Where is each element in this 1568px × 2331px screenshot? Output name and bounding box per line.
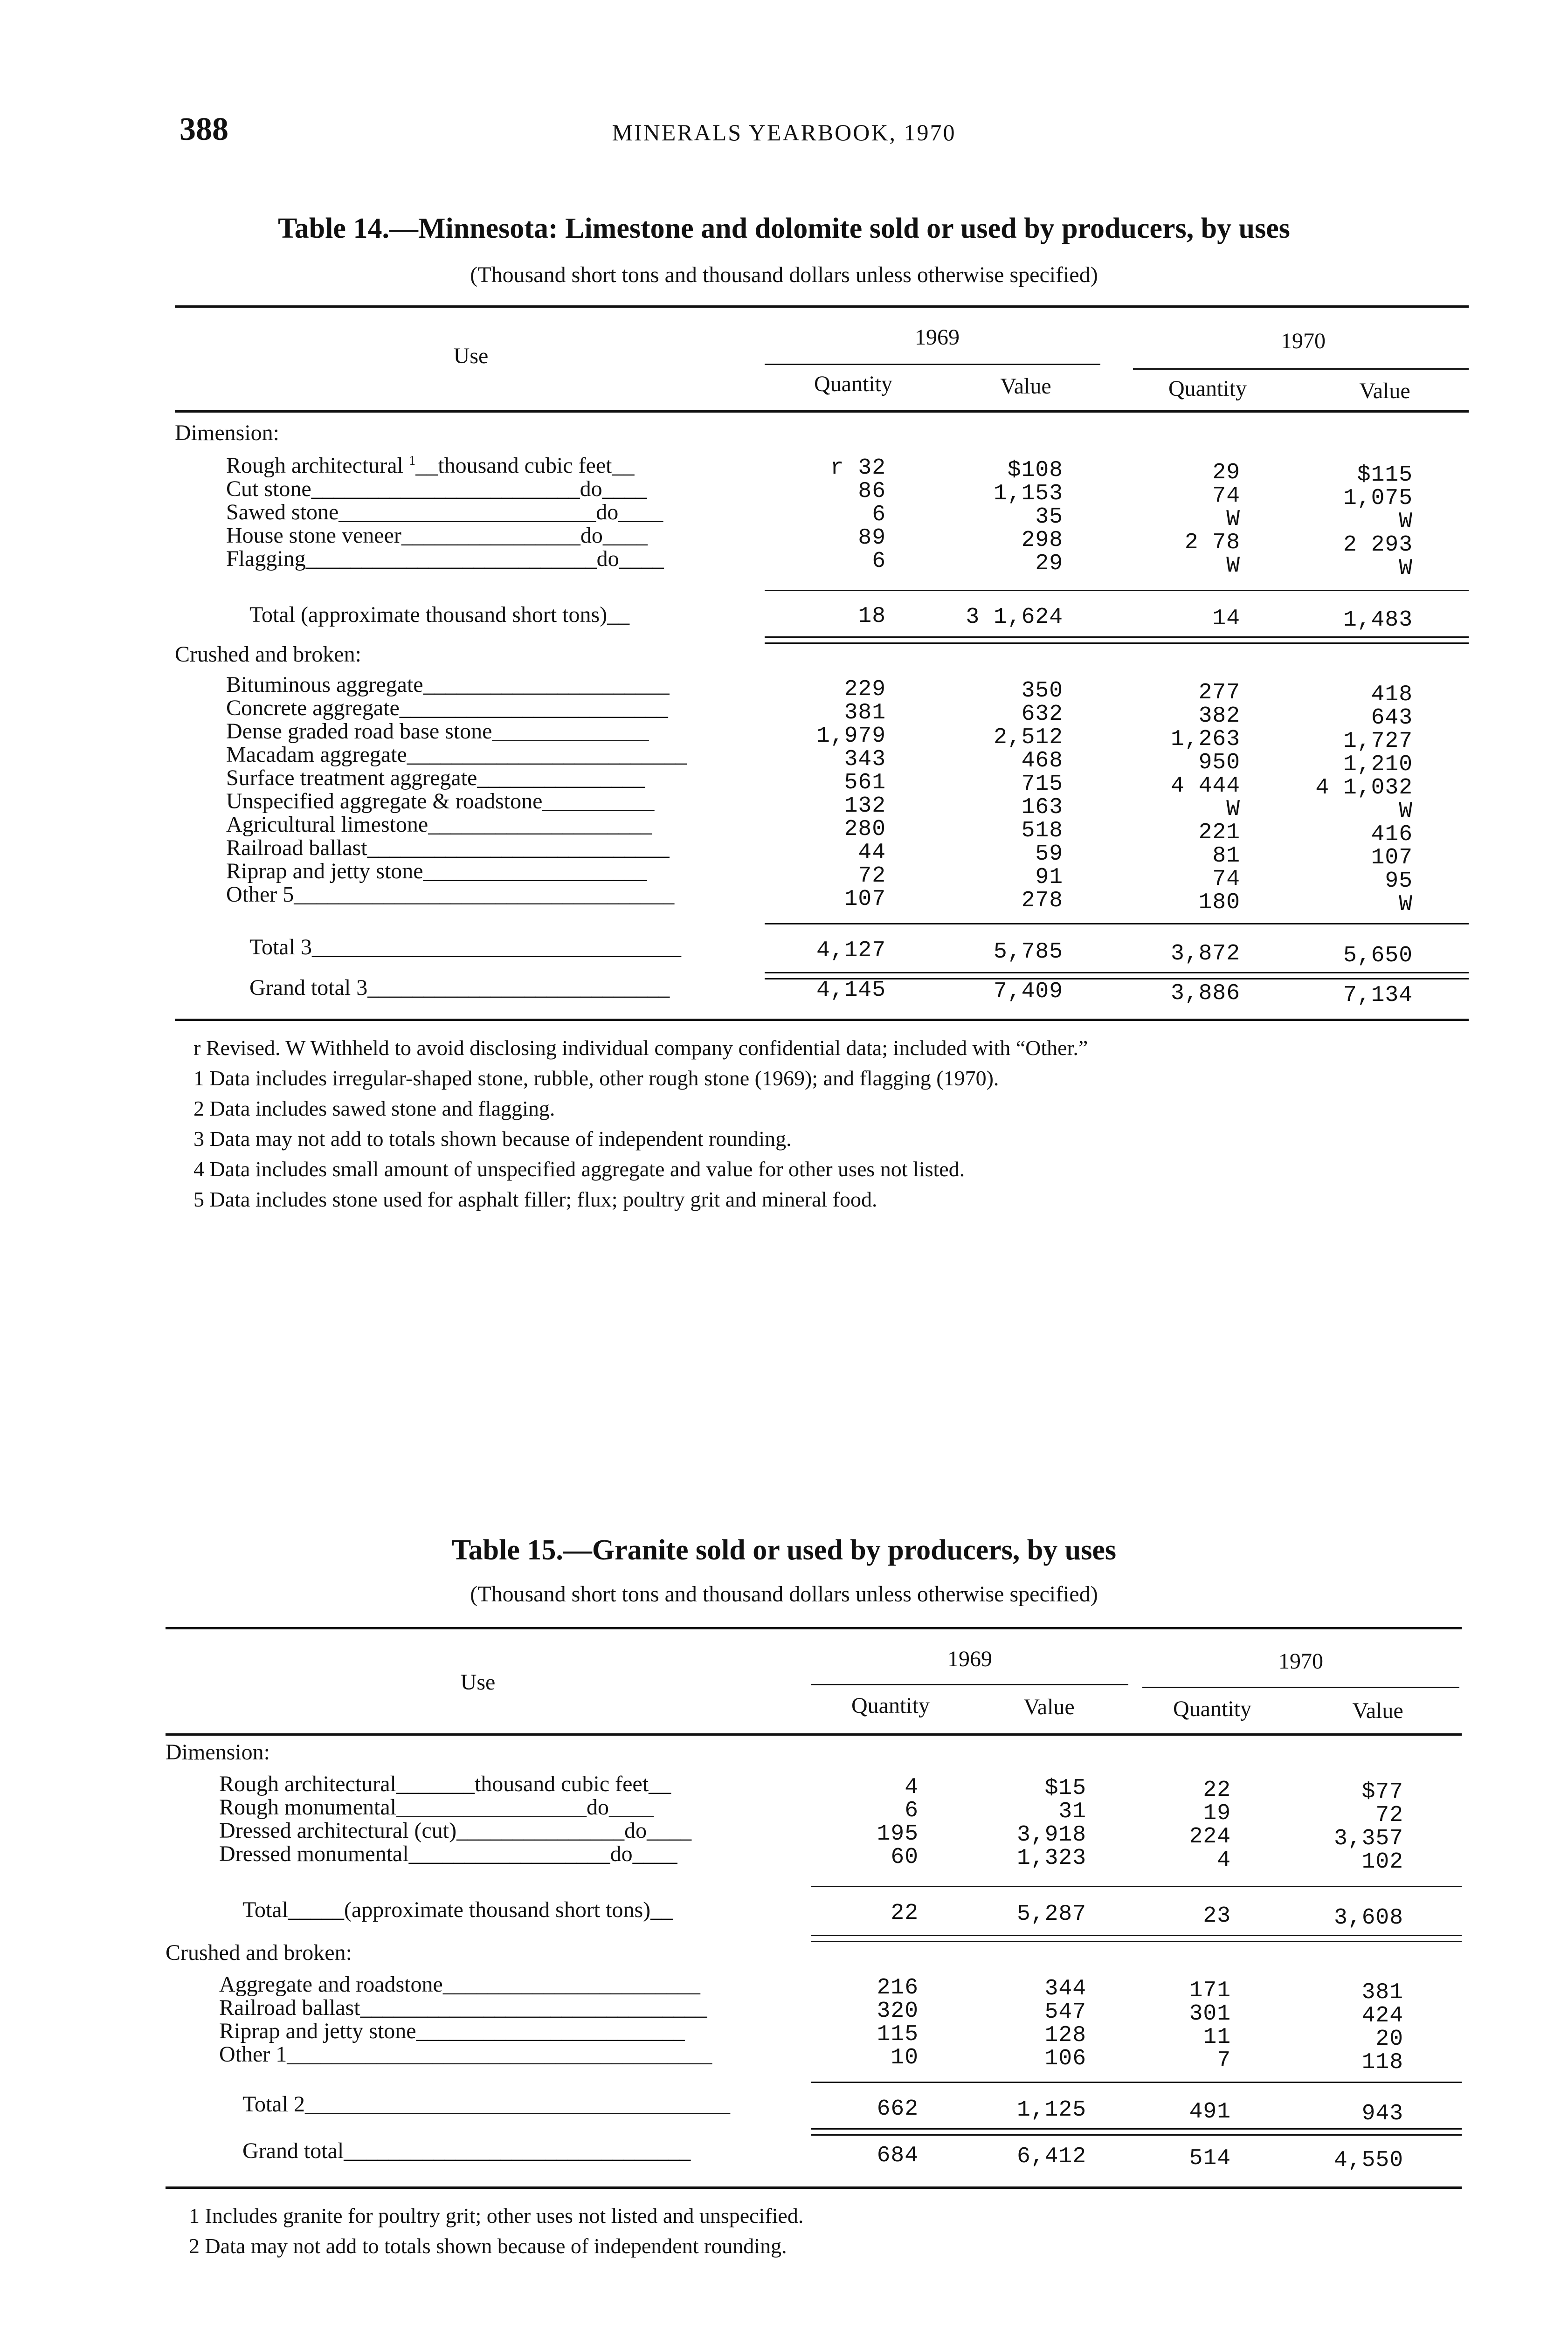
cell-q69: 684 [877,2143,919,2168]
table-15-footnote: 2 Data may not add to totals shown because of independent rounding. [189,2234,787,2258]
table-14-top-rule [175,305,1469,308]
cell-v70: 4 1,032 [1315,775,1413,800]
cell-v69: 298 [1021,528,1063,553]
cell-q69: 4,127 [816,938,886,963]
table-14-header-rule [175,410,1469,413]
leader-dots: _______________ [456,1818,625,1843]
row-label: Dressed monumental [219,1841,409,1866]
row-label: Bituminous aggregate [226,672,423,697]
cell-q69: 662 [877,2097,919,2122]
leader-dots: _________________ [396,1795,587,1820]
cell-q70: 3,886 [1170,981,1240,1006]
row-label: Total 3 [249,935,312,959]
cell-q69: 381 [844,700,886,725]
table-15-dimension-heading: Dimension: [166,1740,270,1765]
table-15-bottom-rule [166,2186,1462,2189]
cell-v69: 1,323 [1016,1846,1086,1871]
row-unit: do [624,1818,647,1843]
table-15-1969-rule [811,1684,1128,1685]
table-14-crushed-heading: Crushed and broken: [175,642,361,667]
cell-v69: 106 [1044,2046,1086,2071]
leader-dots: ______________________________________ [304,2092,730,2117]
leader-dots: ___________________________ [367,975,670,1000]
cell-q69: 6 [905,1798,919,1823]
cell-v70: 95 [1385,869,1413,894]
leader-dots: _______________________ [338,500,596,524]
table-14-year-1969: 1969 [915,325,960,350]
cell-q70: 221 [1198,820,1240,845]
table-14-title: Table 14.—Minnesota: Limestone and dolomite sold or used by producers, by uses [278,213,1290,244]
leader-dots: ______________________ [423,672,670,697]
cell-q70: 2 78 [1184,530,1240,555]
row-label: Grand total 3 [249,975,368,1000]
table-15-crushed-total-rule [811,2082,1462,2083]
row-label: Rough architectural [219,1772,396,1796]
row-label: Unspecified aggregate & roadstone [226,789,543,814]
table-14-qty-1969: Quantity [814,372,892,396]
cell-v70: 943 [1361,2101,1403,2126]
cell-v70: 72 [1375,1803,1403,1828]
table-14-1969-rule [765,364,1100,365]
cell-q70: 22 [1203,1778,1231,1803]
row-unit: thousand cubic feet [474,1772,649,1796]
row-unit: (approximate thousand short tons) [344,1897,651,1922]
cell-q69: 6 [872,549,886,574]
cell-v69: 6,412 [1016,2144,1086,2169]
cell-v69: 2,512 [993,725,1063,750]
cell-v69: 1,153 [993,481,1063,506]
cell-q70: 4 444 [1170,773,1240,799]
cell-q70: 1,263 [1170,727,1240,752]
table-14-footnote: 2 Data includes sawed stone and flagging. [193,1097,555,1120]
leader-dots: __________ [542,789,655,814]
row-label: Riprap and jetty stone [226,859,423,883]
row-label: Riprap and jetty stone [219,2019,416,2043]
row-unit: do [596,500,619,524]
cell-v69: 29 [1035,551,1063,576]
leader-dots: _______________________________ [360,1995,707,2020]
row-label: Dressed architectural (cut) [219,1818,457,1843]
cell-v69: 3 1,624 [966,605,1063,630]
cell-q70: 74 [1212,867,1240,892]
cell-q69: 10 [891,2045,919,2070]
cell-q70: W [1226,797,1240,822]
cell-q70: 19 [1203,1801,1231,1826]
row-label: Total [242,1897,288,1922]
row-label: Grand total [242,2138,344,2163]
leader-dots: _____ [288,1897,344,1922]
cell-q70: 180 [1198,890,1240,915]
leader-dots: ________________________ [416,2019,685,2043]
cell-v69: 35 [1035,504,1063,530]
cell-q70: 491 [1189,2099,1231,2124]
leader-dots: ________________________ [399,696,668,720]
row-label: Concrete aggregate [226,696,400,720]
row-label: Railroad ballast [226,835,367,860]
table-15-crushed-double-rule [811,2128,1462,2136]
leader-dots: ________________________ [311,476,580,501]
table-15-header-rule [166,1733,1462,1736]
cell-q69: 132 [844,793,886,819]
cell-q70: 14 [1212,606,1240,631]
table-15-year-1969: 1969 [947,1647,992,1671]
cell-v70: 102 [1361,1849,1403,1875]
table-14-dimension-heading: Dimension: [175,421,279,445]
cell-q69: 44 [858,840,886,865]
cell-v70: 424 [1361,2003,1403,2028]
row-label: Cut stone [226,476,311,501]
cell-v70: 381 [1361,1980,1403,2005]
cell-v70: 1,483 [1343,607,1413,633]
cell-q69: 86 [858,479,886,504]
cell-v69: 547 [1044,2000,1086,2025]
row-label: Sawed stone [226,500,339,524]
footnote-ref: 1 [408,453,416,468]
cell-v70: 1,727 [1343,729,1413,754]
cell-q70: 224 [1189,1824,1231,1849]
table-14-val-1969: Value [1000,374,1051,399]
row-label: Aggregate and roadstone [219,1972,443,1997]
table-15-qty-1969: Quantity [851,1693,930,1718]
leader-dots: _________________________________ [311,935,681,959]
cell-v70: 643 [1371,705,1413,731]
cell-q69: r 32 [830,455,886,481]
cell-v69: 518 [1021,818,1063,843]
table-15-crushed-heading: Crushed and broken: [166,1940,352,1965]
table-15-subtitle: (Thousand short tons and thousand dollars unless otherwise specified) [470,1582,1098,1607]
row-label: Rough monumental [219,1795,396,1820]
cell-v69: 128 [1044,2023,1086,2048]
cell-v69: 5,287 [1016,1902,1086,1927]
cell-v69: 91 [1035,865,1063,890]
cell-v70: W [1399,556,1413,581]
cell-v70: 3,357 [1333,1826,1403,1851]
cell-q70: W [1226,507,1240,532]
row-unit: thousand cubic feet [438,453,612,478]
cell-q69: 561 [844,770,886,795]
cell-v69: 31 [1058,1799,1086,1824]
table-14-footnote: 3 Data may not add to totals shown because of independent rounding. [193,1127,792,1151]
cell-v69: $15 [1044,1776,1086,1801]
cell-q69: 4 [905,1775,919,1800]
cell-q69: 280 [844,817,886,842]
table-14-dim-total-rule [765,590,1469,591]
table-15-1970-rule [1142,1687,1459,1688]
cell-v70: 118 [1361,2050,1403,2075]
leader-dots: _______ [396,1772,475,1796]
cell-q70: 3,872 [1170,941,1240,966]
cell-v69: 632 [1021,702,1063,727]
leader-dots: __________________ [408,1841,610,1866]
cell-v69: 344 [1044,1976,1086,2001]
table-14-val-1970: Value [1359,379,1410,403]
row-label: Railroad ballast [219,1995,360,2020]
leader-dots: ______________ [492,719,649,744]
table-14-1970-rule [1133,368,1469,370]
row-label: Surface treatment aggregate [226,766,477,790]
row-label: Flagging [226,546,306,571]
cell-q70: W [1226,553,1240,579]
cell-v69: 3,918 [1016,1822,1086,1848]
table-14-bottom-rule [175,1019,1469,1021]
cell-v70: 2 293 [1343,532,1413,558]
cell-v69: 715 [1021,772,1063,797]
cell-v69: 163 [1021,795,1063,820]
table-14-footnote: 5 Data includes stone used for asphalt filler; flux; poultry grit and mineral food. [193,1187,877,1211]
cell-v70: 7,134 [1343,983,1413,1008]
cell-v69: 1,125 [1016,2097,1086,2123]
table-14-footnote: r Revised. W Withheld to avoid disclosing individual company confidential data; included with “Other.” [193,1036,1088,1060]
cell-v69: 468 [1021,748,1063,773]
table-14-footnote: 4 Data includes small amount of unspecified aggregate and value for other uses not listed. [193,1157,965,1181]
cell-q69: 1,979 [816,724,886,749]
row-unit: do [580,523,603,548]
row-label: Macadam aggregate [226,742,407,767]
leader-dots: _______________ [477,766,645,790]
cell-v70: 1,075 [1343,486,1413,511]
cell-q70: 950 [1198,750,1240,775]
row-unit: do [596,546,619,571]
table-15-top-rule [166,1627,1462,1629]
cell-q70: 301 [1189,2001,1231,2027]
table-14-subtitle: (Thousand short tons and thousand dollars unless otherwise specified) [470,262,1098,287]
cell-v70: 1,210 [1343,752,1413,777]
leader-dots: __________________________________ [294,882,675,907]
cell-v70: 5,650 [1343,943,1413,968]
cell-q70: 23 [1203,1903,1231,1929]
table-15-dim-total-rule [811,1886,1462,1887]
cell-v70: 418 [1371,682,1413,707]
cell-q70: 81 [1212,843,1240,869]
table-15-year-1970: 1970 [1278,1649,1323,1674]
page-number: 388 [180,111,228,147]
cell-q69: 216 [877,1975,919,2000]
cell-q69: 89 [858,525,886,551]
table-14-footnote: 1 Data includes irregular-shaped stone, rubble, other rough stone (1969); and flagging (1970). [193,1066,999,1090]
row-label: Total 2 [242,2092,305,2117]
table-15-dim-double-rule [811,1935,1462,1942]
table-14-qty-1970: Quantity [1168,376,1247,401]
cell-v70: $115 [1357,462,1413,488]
cell-v70: 107 [1371,845,1413,870]
cell-q69: 60 [891,1845,919,1870]
cell-v69: 5,785 [993,939,1063,965]
cell-q70: 11 [1203,2025,1231,2050]
row-unit: do [610,1841,633,1866]
cell-q70: 29 [1212,460,1240,485]
cell-q70: 4 [1217,1848,1231,1873]
cell-q69: 22 [891,1901,919,1926]
cell-v69: 278 [1021,888,1063,913]
leader-dots: ___________________________ [367,835,670,860]
cell-v69: 59 [1035,841,1063,867]
leader-dots: _________________________ [407,742,687,767]
cell-v70: 4,550 [1333,2148,1403,2173]
cell-q69: 320 [877,1999,919,2024]
table-14-dim-double-rule [765,636,1469,644]
row-label: Dense graded road base stone [226,719,492,744]
table-14-year-1970: 1970 [1281,329,1326,353]
cell-q69: 195 [877,1821,919,1847]
leader-dots: _______________________ [442,1972,700,1997]
cell-v69: 7,409 [993,979,1063,1004]
cell-v70: 3,608 [1333,1905,1403,1931]
row-unit: do [580,476,602,501]
cell-v70: W [1399,509,1413,534]
leader-dots: _______________________________ [344,2138,691,2163]
cell-q70: 514 [1189,2146,1231,2171]
table-15-qty-1970: Quantity [1173,1697,1251,1721]
row-label: Rough architectural [226,453,403,478]
cell-v70: W [1399,799,1413,824]
row-label: Other 1 [219,2042,287,2067]
table-15-title: Table 15.—Granite sold or used by producers, by uses [451,1534,1117,1566]
leader-dots: __________________________ [305,546,597,571]
leader-dots: ______________________________________ [287,2042,712,2067]
cell-v70: $77 [1361,1779,1403,1805]
leader-dots: __ [415,453,438,478]
cell-q69: 107 [844,887,886,912]
cell-q69: 343 [844,747,886,772]
row-label: Total (approximate thousand short tons) [249,602,608,627]
cell-q69: 115 [877,2022,919,2047]
row-label: Other 5 [226,882,294,907]
table-14-use-header: Use [453,344,489,368]
cell-q69: 18 [858,604,886,629]
cell-q70: 7 [1217,2048,1231,2073]
cell-v69: $108 [1007,458,1063,483]
cell-q69: 6 [872,502,886,527]
table-15-footnote: 1 Includes granite for poultry grit; other uses not listed and unspecified. [189,2204,804,2228]
running-head: MINERALS YEARBOOK, 1970 [612,119,956,145]
row-label: Agricultural limestone [226,812,428,837]
cell-q69: 4,145 [816,978,886,1003]
cell-q70: 277 [1198,680,1240,705]
cell-v70: W [1399,892,1413,917]
cell-q70: 171 [1189,1978,1231,2003]
cell-v70: 20 [1375,2027,1403,2052]
row-label: House stone veneer [226,523,401,548]
cell-q70: 382 [1198,703,1240,729]
leader-dots: ____________________ [428,812,652,837]
row-unit: do [586,1795,609,1820]
cell-q70: 74 [1212,483,1240,509]
leader-dots: ____________________ [423,859,647,883]
cell-v70: 416 [1371,822,1413,847]
cell-q69: 229 [844,677,886,702]
cell-v69: 350 [1021,678,1063,703]
table-15-use-header: Use [460,1670,496,1695]
table-14-crushed-total-rule [765,923,1469,924]
table-15-val-1969: Value [1023,1695,1075,1719]
table-15-val-1970: Value [1352,1698,1403,1723]
leader-dots: ________________ [401,523,580,548]
cell-q69: 72 [858,863,886,889]
